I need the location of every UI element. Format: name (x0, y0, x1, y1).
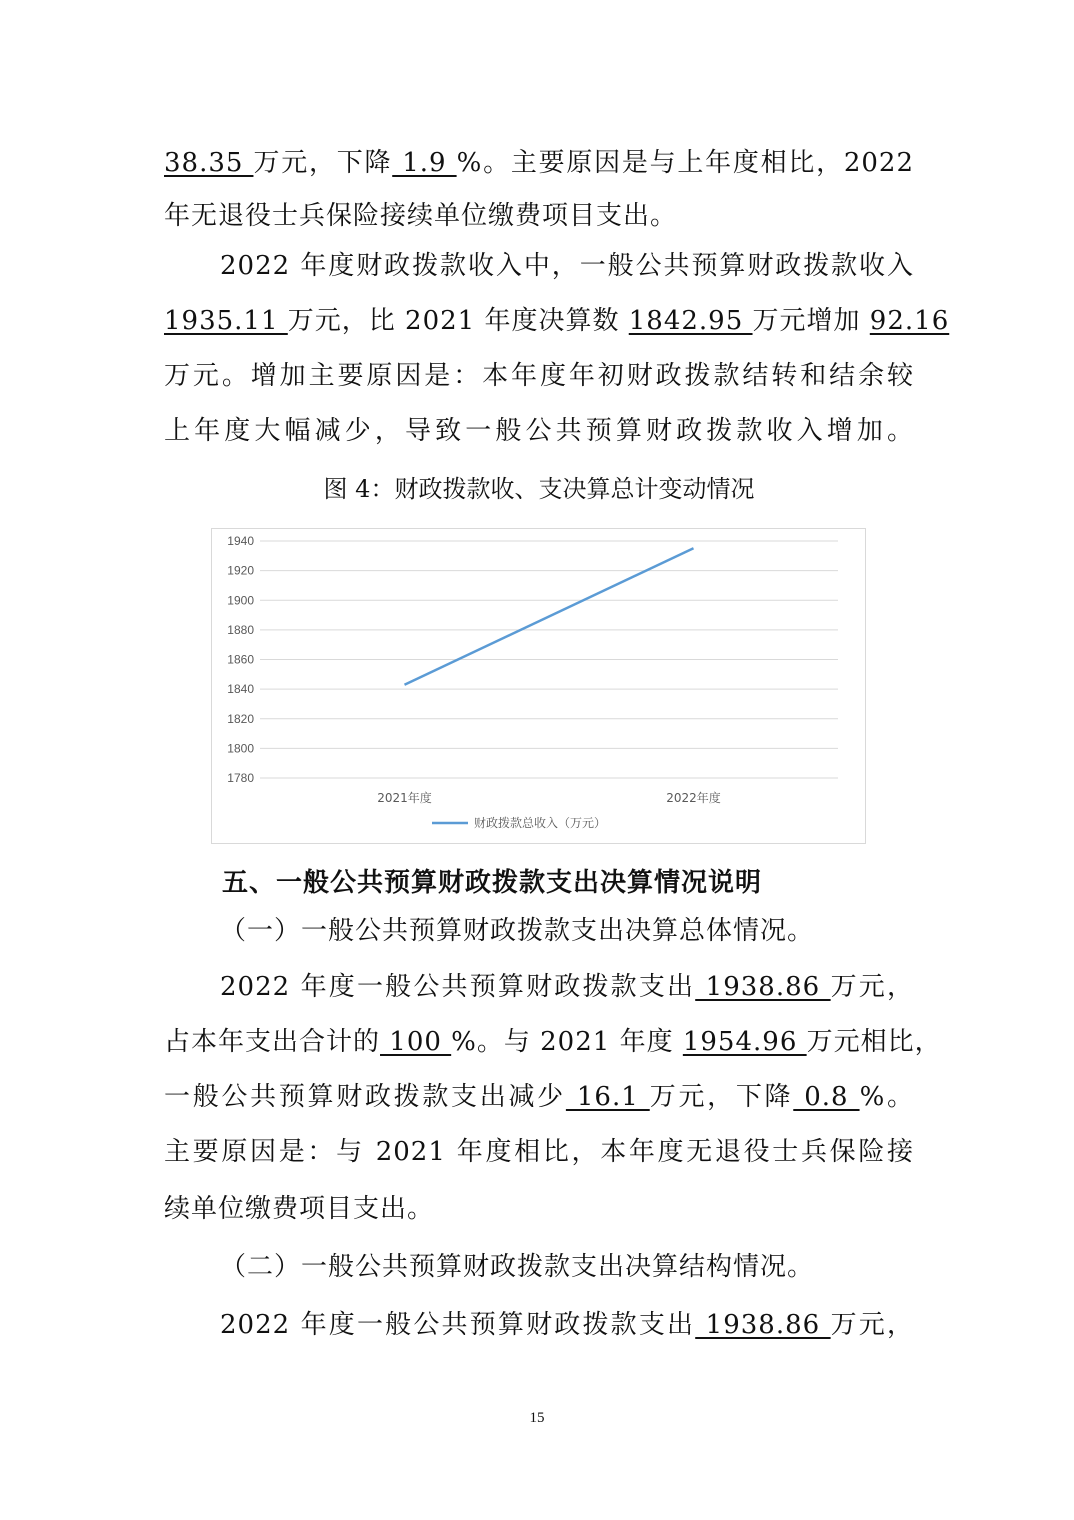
paragraph-line-4: 1935.11 万元，比 2021 年度决算数 1842.95 万元增加 92.16 (164, 306, 950, 336)
legend-label: 财政拨款总收入（万元） (474, 816, 607, 830)
subsection-heading-1: （一）一般公共预算财政拨款支出决算总体情况。 (220, 916, 815, 946)
underlined-percent: 1.9 (392, 148, 457, 178)
section-heading: 五、一般公共预算财政拨款支出决算情况说明 (222, 868, 763, 898)
paragraph-line-3: 2022 年度财政拨款收入中，一般公共预算财政拨款收入 (220, 251, 914, 281)
subsection-heading-2: （二）一般公共预算财政拨款支出决算结构情况。 (220, 1252, 815, 1282)
figure-caption: 图 4：财政拨款收、支决算总计变动情况 (323, 475, 755, 503)
paragraph-line-6: 上年度大幅减少，导致一般公共预算财政拨款收入增加。 (164, 416, 914, 446)
y-tick-label: 1780 (227, 771, 254, 785)
x-tick-label: 2021年度 (377, 791, 432, 805)
y-tick-label: 1940 (227, 534, 254, 548)
series-line (405, 548, 694, 685)
paragraph-line-5: 万元。增加主要原因是：本年度年初财政拨款结转和结余较 (164, 361, 914, 391)
y-tick-label: 1800 (227, 741, 254, 756)
y-tick-label: 1840 (227, 682, 254, 697)
x-tick-label: 2022年度 (666, 791, 721, 805)
y-tick-label: 1880 (227, 622, 254, 637)
underlined-amount: 38.35 (164, 148, 254, 178)
paragraph-s5-line-2: 占本年支出合计的 100 %。与 2021 年度 1954.96 万元相比， (164, 1027, 942, 1057)
y-tick-label: 1900 (227, 593, 254, 608)
paragraph-line-1: 38.35 万元，下降 1.9 %。主要原因是与上年度相比，2022 (164, 148, 914, 178)
line-chart (211, 528, 866, 844)
y-tick-label: 1860 (227, 652, 254, 667)
paragraph-s5-line-4: 主要原因是：与 2021 年度相比，本年度无退役士兵保险接 (164, 1137, 914, 1167)
y-tick-label: 1920 (227, 563, 254, 578)
y-tick-label: 1820 (227, 711, 254, 726)
paragraph-line-2: 年无退役士兵保险接续单位缴费项目支出。 (164, 201, 678, 231)
paragraph-s5-line-5: 续单位缴费项目支出。 (164, 1194, 435, 1224)
line-chart-svg (212, 529, 865, 843)
paragraph-s5-line-1: 2022 年度一般公共预算财政拨款支出 1938.86 万元， (220, 972, 914, 1002)
paragraph-s5-line-6: 2022 年度一般公共预算财政拨款支出 1938.86 万元， (220, 1310, 914, 1340)
page-number: 15 (529, 1410, 545, 1426)
paragraph-s5-line-3: 一般公共预算财政拨款支出减少 16.1 万元，下降 0.8 %。 (164, 1082, 914, 1112)
